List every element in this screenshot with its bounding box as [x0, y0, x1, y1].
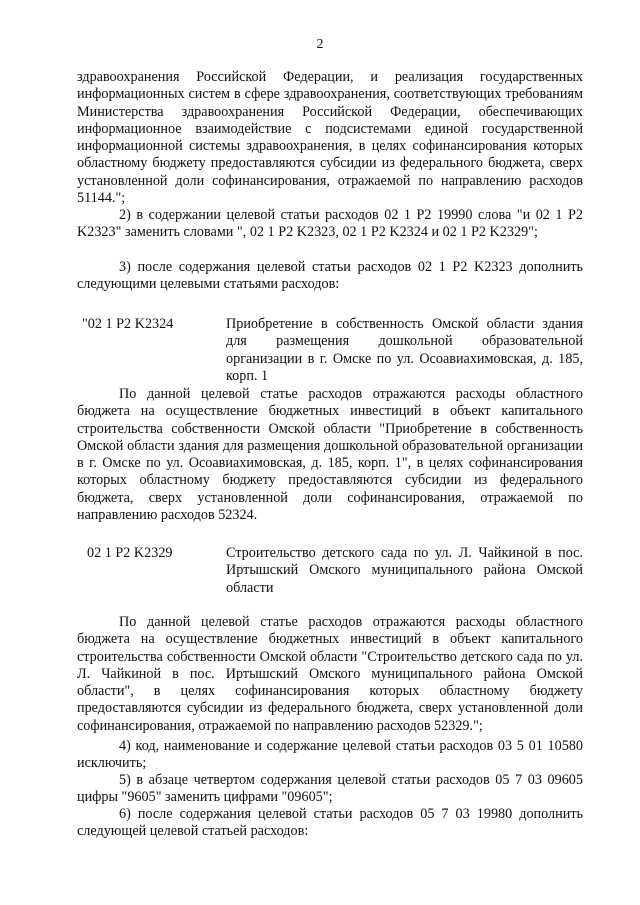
- intro-paragraph-block: [77, 69, 583, 207]
- entry-1-description-block: [77, 386, 583, 524]
- item-3-block: [77, 259, 583, 294]
- item-5-paragraph: 5) в абзаце четвертом содержания целевой статьи расходов 05 7 03 09605 цифры "9605" заменить цифрами "09605";: [77, 772, 583, 806]
- entry-1-title: Приобретение в собственность Омской области здания для размещения дошкольной образовательной организации в г. Омске по ул. Осоавиахимовская, д. 185, корп. 1: [226, 316, 583, 384]
- item-5-block: [77, 772, 583, 807]
- item-6-paragraph: 6) после содержания целевой статьи расходов 05 7 03 19980 дополнить следующей целевой статьей расходов:: [77, 806, 583, 840]
- entry-1-code: "02 1 P2 K2324: [82, 316, 174, 332]
- item-4-paragraph: 4) код, наименование и содержание целевой статьи расходов 03 5 01 10580 исключить;: [77, 738, 583, 772]
- item-2-block: [77, 207, 583, 242]
- item-3-paragraph: 3) после содержания целевой статьи расходов 02 1 P2 K2323 дополнить следующими целевыми статьями расходов:: [77, 259, 583, 293]
- entry-2-code: 02 1 P2 K2329: [87, 545, 173, 561]
- intro-paragraph: здравоохранения Российской Федерации, и реализация государственных информационных систем в сфере здравоохранения, соответствующих требованиям Министерства здравоохранения Российской Федерации, обеспечивающих информационное взаимодействие с подсистемами единой государственной информационной системы здравоохранения, в целях софинансирования которых областному бюджету предоставляются субсидии из федерального бюджета, сверх установленной доли софинансирования, отражаемой по направлению расходов 51144.";: [77, 69, 583, 207]
- entry-1-description: По данной целевой статье расходов отражаются расходы областного бюджета на осуществление бюджетных инвестиций в объект капитального строительства собственности Омской области "Приобретение в собственность Омской области здания для размещения дошкольной образовательной организации в г. Омске по ул. Осоавиахимовская, д. 185, корп. 1", в целях софинансирования которых областному бюджету предоставляются субсидии из федерального бюджета, сверх установленной доли софинансирования, отражаемой по направлению расходов 52324.: [77, 386, 583, 524]
- page-number: 2: [316, 37, 324, 52]
- entry-2-description-block: [77, 614, 583, 735]
- entry-2-code-row: [87, 545, 173, 562]
- entry-1-code-row: [82, 316, 173, 333]
- item-2-paragraph: 2) в содержании целевой статьи расходов 02 1 P2 19990 слова "и 02 1 P2 K2323" заменить словами ", 02 1 P2 K2323, 02 1 P2 K2324 и 02 1 P2 K2329";: [77, 207, 583, 241]
- item-4-block: [77, 738, 583, 773]
- item-6-block: [77, 806, 583, 841]
- entry-2-description: По данной целевой статье расходов отражаются расходы областного бюджета на осуществление бюджетных инвестиций в объект капитального строительства собственности Омской области "Строительство детского сада по ул. Л. Чайкиной в пос. Иртышский Омского муниципального района Омской области", в целях софинансирования которых областному бюджету предоставляются субсидии из федерального бюджета, сверх установленной доли софинансирования, отражаемой по направлению расходов 52329.";: [77, 614, 583, 734]
- entry-2-title: Строительство детского сада по ул. Л. Чайкиной в пос. Иртышский Омского муниципального района Омской области: [226, 545, 583, 596]
